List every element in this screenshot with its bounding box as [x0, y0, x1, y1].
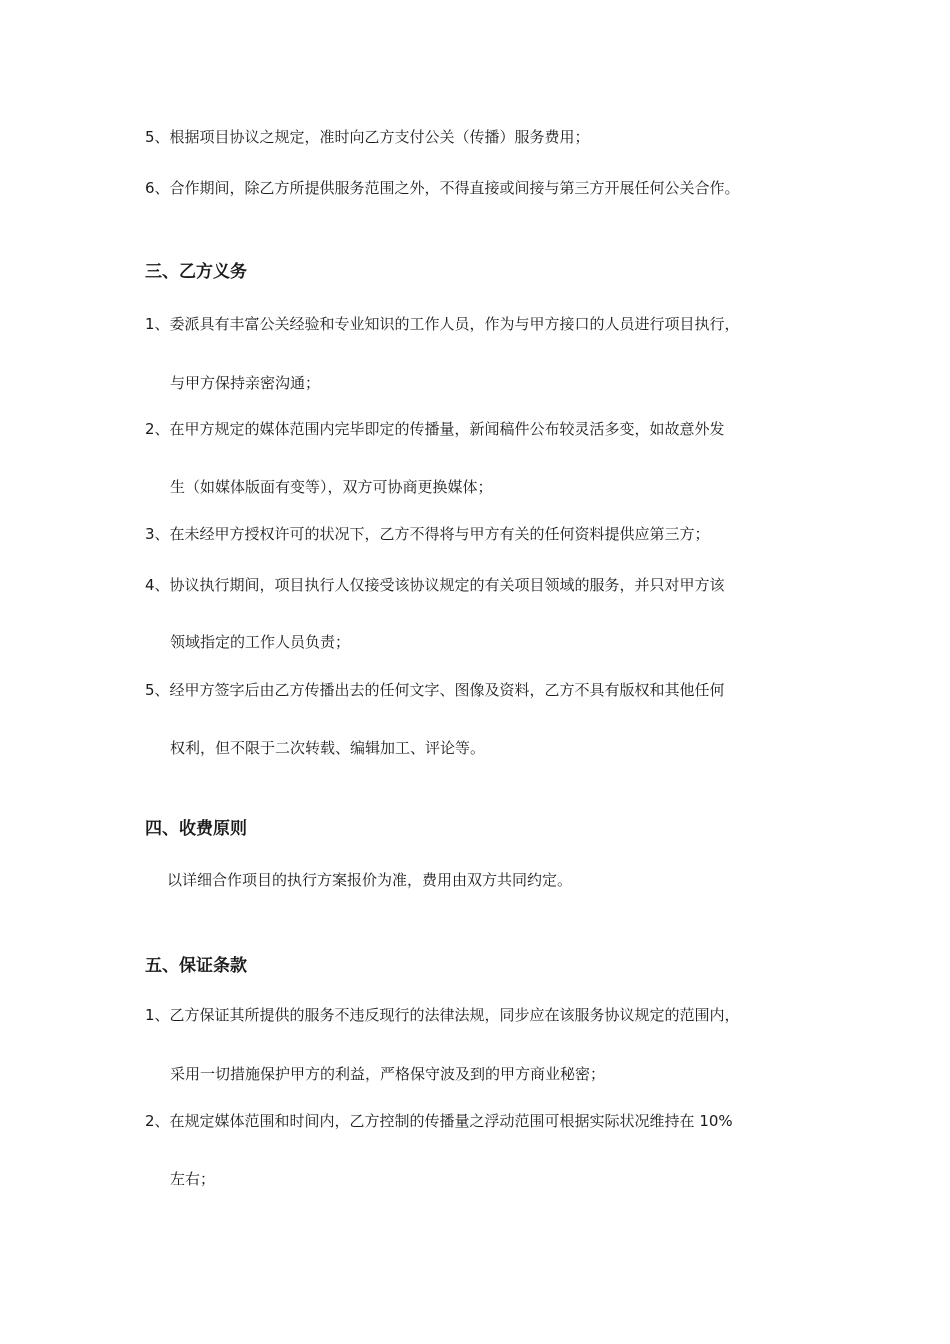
clause-5-2-line1: 2、在规定媒体范围和时间内，乙方控制的传播量之浮动范围可根据实际状况维持在 10%: [145, 1112, 733, 1130]
section-title-4: 四、收费原则: [145, 819, 247, 839]
clause-3-5-line2: 权利，但不限于二次转载、编辑加工、评论等。: [170, 739, 486, 757]
clause-3-4-line1: 4、协议执行期间，项目执行人仅接受该协议规定的有关项目领域的服务，并只对甲方该: [145, 576, 725, 594]
clause-3-5-line1: 5、经甲方签字后由乙方传播出去的任何文字、图像及资料，乙方不具有版权和其他任何: [145, 681, 725, 699]
clause-5-2-line2: 左右；: [170, 1170, 216, 1188]
clause-3-4-line2: 领域指定的工作人员负责；: [170, 633, 351, 651]
clause-2-5: 5、根据项目协议之规定，准时向乙方支付公关（传播）服务费用；: [145, 128, 590, 146]
section-title-3: 三、乙方义务: [145, 262, 247, 282]
clause-3-3: 3、在未经甲方授权许可的状况下，乙方不得将与甲方有关的任何资料提供应第三方；: [145, 525, 710, 543]
clause-2-6: 6、合作期间，除乙方所提供服务范围之外，不得直接或间接与第三方开展任何公关合作。: [145, 179, 740, 197]
section-title-5: 五、保证条款: [145, 956, 247, 976]
clause-3-2-line1: 2、在甲方规定的媒体范围内完毕即定的传播量，新闻稿件公布较灵活多变，如故意外发: [145, 420, 725, 438]
clause-3-2-line2: 生（如媒体版面有变等），双方可协商更换媒体；: [170, 478, 493, 496]
clause-5-1-line2: 采用一切措施保护甲方的利益，严格保守波及到的甲方商业秘密；: [170, 1065, 606, 1083]
clause-3-1-line1: 1、委派具有丰富公关经验和专业知识的工作人员，作为与甲方接口的人员进行项目执行，: [145, 315, 740, 333]
clause-5-1-line1: 1、乙方保证其所提供的服务不违反现行的法律法规，同步应在该服务协议规定的范围内，: [145, 1006, 740, 1024]
section-4-text: 以详细合作项目的执行方案报价为准，费用由双方共同约定。: [167, 871, 573, 889]
clause-3-1-line2: 与甲方保持亲密沟通；: [170, 374, 321, 392]
